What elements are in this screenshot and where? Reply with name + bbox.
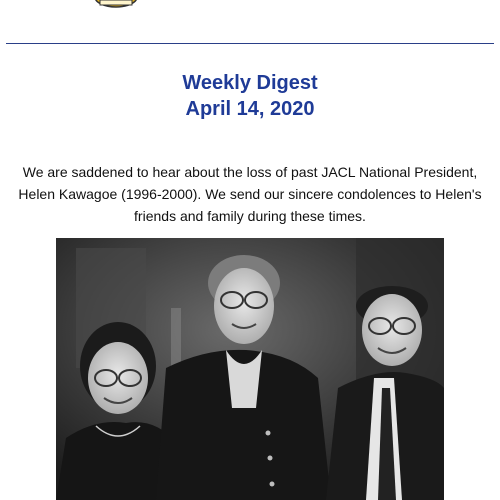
organization-seal-icon — [92, 0, 140, 8]
header-divider — [6, 43, 494, 44]
condolence-message: We are saddened to hear about the loss of past JACL National President, Helen Kawagoe (1996-2000). We send our sincere condolences to Helen's friends and family during these times. — [18, 164, 482, 224]
digest-heading — [0, 70, 500, 122]
digest-date: April 14, 2020 — [185, 98, 315, 120]
group-portrait-photo — [56, 238, 444, 500]
digest-title: Weekly Digest — [182, 72, 318, 94]
